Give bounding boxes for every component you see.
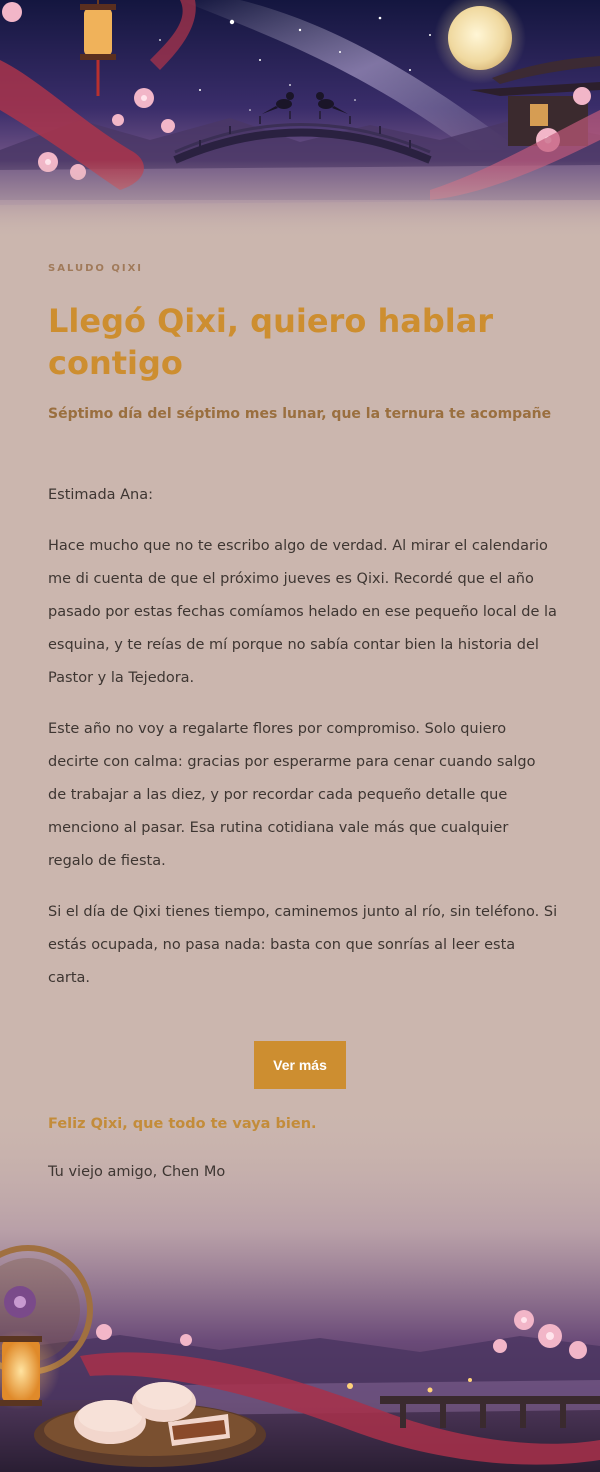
see-more-button[interactable]: Ver más xyxy=(254,1041,346,1089)
paragraph: Hace mucho que no te escribo algo de verdad. Al mirar el calendario me di cuenta de que el próximo jueves es Qixi. Recordé que el año pasado por estas fechas comíamos helado en ese pequeño local de la esquina, y te reías de mí porque no sabía contar bien la historia del Pastor y la Tejedora. xyxy=(48,538,557,686)
footer-illustration xyxy=(0,1100,600,1472)
email-title: Llegó Qixi, quiero hablar contigo xyxy=(48,302,494,382)
closing-wish: Feliz Qixi, que todo te vaya bien. xyxy=(48,1116,317,1132)
email-subtitle: Séptimo día del séptimo mes lunar, que la ternura te acompañe xyxy=(48,406,552,422)
eyebrow-label: SALUDO QIXI xyxy=(48,263,144,274)
paragraph: Si el día de Qixi tienes tiempo, caminemos junto al río, sin teléfono. Si estás ocupada, no pasa nada: basta con que sonrías al leer esta carta. xyxy=(48,904,558,986)
signature: Tu viejo amigo, Chen Mo xyxy=(48,1164,226,1180)
header-illustration xyxy=(0,0,600,240)
paragraph: Este año no voy a regalarte flores por compromiso. Solo quiero decirte con calma: gracias por esperarme para cenar cuando salgo de trabajar a las diez, y por recordar cada pequeño detalle que menciono al pasar. Esa rutina cotidiana vale más que cualquier regalo de fiesta. xyxy=(48,721,536,869)
greeting: Estimada Ana: xyxy=(48,487,154,503)
